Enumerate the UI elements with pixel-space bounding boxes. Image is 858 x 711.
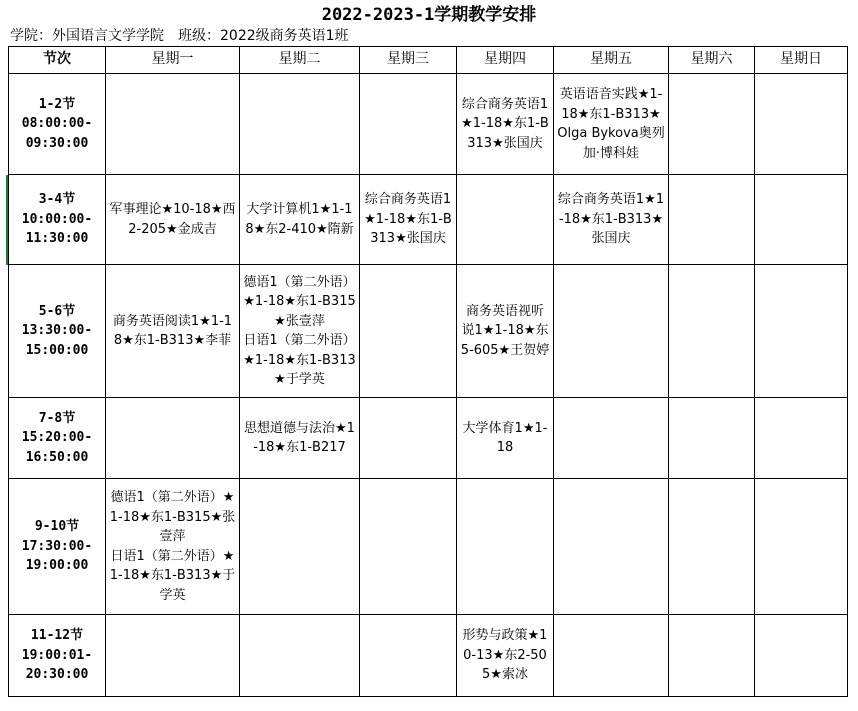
period-start: 17:30:00-: [21, 538, 93, 554]
period-end: 09:30:00: [25, 135, 89, 151]
course-cell[interactable]: [457, 615, 554, 697]
period-end: 11:30:00: [25, 231, 89, 247]
course-cell[interactable]: [106, 265, 240, 398]
period-end: 16:50:00: [25, 449, 89, 465]
period-start: 08:00:00-: [21, 116, 93, 132]
course-text: 商务英语视听说1★1-18★东5-605★王贺婷: [460, 303, 550, 358]
period-period: 1-2节: [38, 96, 76, 112]
course-cell[interactable]: [755, 479, 848, 615]
table-row: [9, 398, 848, 479]
course-cell[interactable]: [360, 479, 457, 615]
course-cell[interactable]: [240, 265, 360, 398]
course-cell[interactable]: [554, 175, 669, 265]
period-cell[interactable]: [9, 175, 106, 265]
course-cell[interactable]: [240, 479, 360, 615]
course-cell[interactable]: [240, 74, 360, 175]
course-cell[interactable]: [360, 398, 457, 479]
course-cell[interactable]: [240, 398, 360, 479]
table-row: [9, 74, 848, 175]
course-cell[interactable]: [669, 175, 755, 265]
period-start: 19:00:01-: [21, 647, 93, 663]
course-text: 德语1（第二外语）★1-18★东1-B315★张壹萍 日语1（第二外语）★1-18★东1-B313★于学英: [243, 274, 356, 387]
day-header-5[interactable]: 星期五: [554, 47, 669, 74]
period-start: 13:30:00-: [21, 323, 93, 339]
period-period: 5-6节: [38, 303, 76, 319]
course-text: 综合商务英语1★1-18★东1-B313★张国庆: [461, 96, 549, 151]
day-header-4[interactable]: 星期四: [457, 47, 554, 74]
course-cell[interactable]: [106, 479, 240, 615]
course-cell[interactable]: [457, 74, 554, 175]
course-text: 思想道德与法治★1-18★东1-B217: [244, 420, 355, 455]
table-row: [9, 615, 848, 697]
day-header-2[interactable]: 星期二: [240, 47, 360, 74]
period-header[interactable]: 节次: [9, 47, 106, 74]
period-cell[interactable]: [9, 74, 106, 175]
course-text: 形势与政策★10-13★东2-505★索冰: [462, 628, 548, 683]
period-period: 3-4节: [38, 192, 76, 208]
course-cell[interactable]: [106, 175, 240, 265]
course-cell[interactable]: [240, 175, 360, 265]
course-text: 英语语音实践★1-18★东1-B313★Olga Bykova奥列加·博科娃: [557, 87, 665, 161]
period-period: 11-12节: [30, 628, 84, 644]
college-label: 学院：外国语言文学学院: [10, 28, 164, 44]
course-cell[interactable]: [360, 175, 457, 265]
course-text: 大学计算机1★1-18★东2-410★隋新: [245, 202, 354, 237]
schedule-body: [9, 74, 848, 697]
course-cell[interactable]: [106, 74, 240, 175]
course-cell[interactable]: [755, 175, 848, 265]
header-row: [9, 47, 848, 74]
course-text: 综合商务英语1★1-18★东1-B313★张国庆: [557, 192, 665, 247]
course-cell[interactable]: [669, 479, 755, 615]
course-cell[interactable]: [669, 615, 755, 697]
table-row: [9, 479, 848, 615]
course-cell[interactable]: [360, 615, 457, 697]
course-text: 综合商务英语1★1-18★东1-B313★张国庆: [364, 192, 452, 247]
course-cell[interactable]: [669, 74, 755, 175]
course-text: 德语1（第二外语）★1-18★东1-B315★张壹萍 日语1（第二外语）★1-18★东1-B313★于学英: [109, 490, 236, 603]
period-end: 15:00:00: [25, 342, 89, 358]
period-cell[interactable]: [9, 479, 106, 615]
class-info: [10, 27, 349, 45]
period-end: 20:30:00: [25, 667, 89, 683]
course-text: 军事理论★10-18★西2-205★金成吉: [109, 202, 236, 237]
schedule-table: [8, 46, 848, 697]
period-cell[interactable]: [9, 615, 106, 697]
course-text: 商务英语阅读1★1-18★东1-B313★李菲: [112, 313, 233, 348]
course-cell[interactable]: [106, 398, 240, 479]
course-cell[interactable]: [457, 175, 554, 265]
table-row: [9, 175, 848, 265]
course-cell[interactable]: [554, 74, 669, 175]
course-cell[interactable]: [755, 265, 848, 398]
course-cell[interactable]: [755, 398, 848, 479]
course-text: 大学体育1★1-18: [462, 420, 548, 455]
course-cell[interactable]: [669, 398, 755, 479]
period-period: 7-8节: [38, 410, 76, 426]
period-start: 10:00:00-: [21, 211, 93, 227]
course-cell[interactable]: [360, 265, 457, 398]
period-start: 15:20:00-: [21, 430, 93, 446]
course-cell[interactable]: [669, 265, 755, 398]
course-cell[interactable]: [240, 615, 360, 697]
period-end: 19:00:00: [25, 558, 89, 574]
table-row: [9, 265, 848, 398]
course-cell[interactable]: [106, 615, 240, 697]
period-cell[interactable]: [9, 265, 106, 398]
day-header-1[interactable]: 星期一: [106, 47, 240, 74]
course-cell[interactable]: [755, 74, 848, 175]
day-header-7[interactable]: 星期日: [755, 47, 848, 74]
class-label: 班级：2022级商务英语1班: [178, 28, 349, 44]
course-cell[interactable]: [755, 615, 848, 697]
day-header-6[interactable]: 星期六: [669, 47, 755, 74]
course-cell[interactable]: [457, 265, 554, 398]
course-cell[interactable]: [360, 74, 457, 175]
course-cell[interactable]: [554, 615, 669, 697]
course-cell[interactable]: [554, 265, 669, 398]
course-cell[interactable]: [457, 398, 554, 479]
period-period: 9-10节: [34, 519, 80, 535]
sheet-title: 2022-2023-1学期教学安排: [321, 5, 537, 25]
day-header-3[interactable]: 星期三: [360, 47, 457, 74]
course-cell[interactable]: [554, 398, 669, 479]
course-cell[interactable]: [554, 479, 669, 615]
period-cell[interactable]: [9, 398, 106, 479]
course-cell[interactable]: [457, 479, 554, 615]
